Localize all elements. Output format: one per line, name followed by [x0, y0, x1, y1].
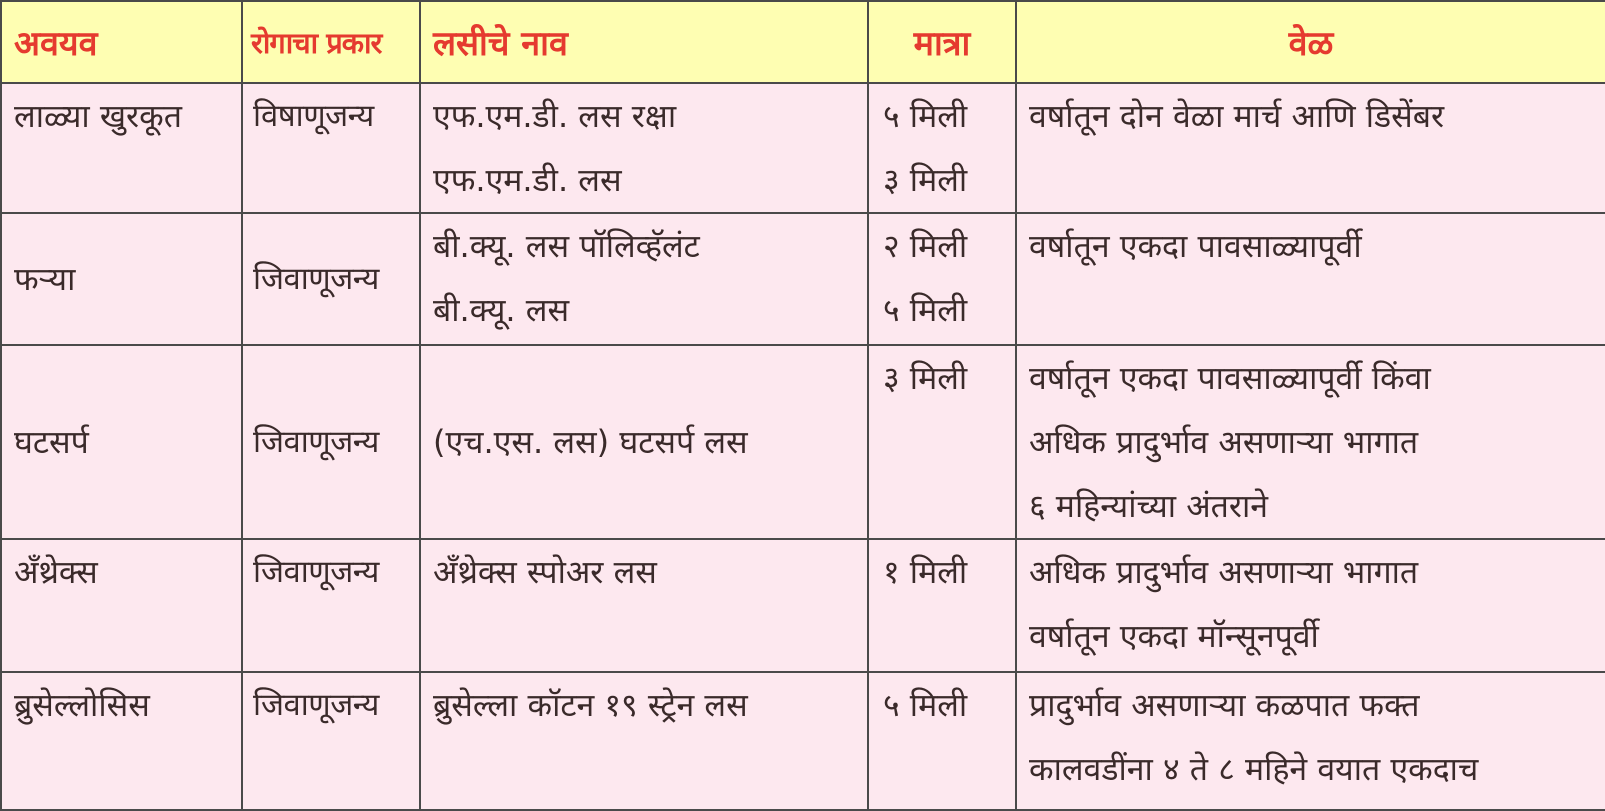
vaccine-cell: अँथ्रेक्स स्पोअर लस — [420, 539, 868, 672]
organ-cell: लाळ्या खुरकूत — [1, 83, 242, 213]
time-cell: वर्षातून दोन वेळा मार्च आणि डिसेंबर — [1016, 83, 1605, 213]
table-row — [1, 213, 1605, 345]
time-cell: वर्षातून एकदा पावसाळ्यापूर्वी किंवा अधिक प्रादुर्भाव असणाऱ्या भागात ६ महिन्यांच्या अंतराने — [1016, 345, 1605, 539]
header-row — [1, 1, 1605, 83]
table-row — [1, 672, 1605, 810]
table-row — [1, 83, 1605, 213]
dose-cell: २ मिली ५ मिली — [868, 213, 1016, 345]
organ-cell: फऱ्या — [1, 213, 242, 345]
vaccine-cell: (एच.एस. लस) घटसर्प लस — [420, 345, 868, 539]
organ-cell: अँथ्रेक्स — [1, 539, 242, 672]
dose-cell: १ मिली — [868, 539, 1016, 672]
vaccine-cell: ब्रुसेल्ला कॉटन १९ स्ट्रेन लस — [420, 672, 868, 810]
table-row — [1, 345, 1605, 539]
disease-type-cell: विषाणूजन्य — [242, 83, 420, 213]
organ-cell: घटसर्प — [1, 345, 242, 539]
vaccine-cell: बी.क्यू. लस पॉलिव्हॅलंट बी.क्यू. लस — [420, 213, 868, 345]
header-disease-type: रोगाचा प्रकार — [242, 1, 420, 83]
dose-cell: ५ मिली — [868, 672, 1016, 810]
header-vaccine-name: लसीचे नाव — [420, 1, 868, 83]
disease-type-cell: जिवाणूजन्य — [242, 213, 420, 345]
header-time: वेळ — [1016, 1, 1605, 83]
dose-cell: ३ मिली — [868, 345, 1016, 539]
disease-type-cell: जिवाणूजन्य — [242, 672, 420, 810]
dose-cell: ५ मिली ३ मिली — [868, 83, 1016, 213]
time-cell: वर्षातून एकदा पावसाळ्यापूर्वी — [1016, 213, 1605, 345]
organ-cell: ब्रुसेल्लोसिस — [1, 672, 242, 810]
table-row — [1, 539, 1605, 672]
time-cell: अधिक प्रादुर्भाव असणाऱ्या भागात वर्षातून एकदा मॉन्सूनपूर्वी — [1016, 539, 1605, 672]
header-dose: मात्रा — [868, 1, 1016, 83]
disease-type-cell: जिवाणूजन्य — [242, 345, 420, 539]
header-organ: अवयव — [1, 1, 242, 83]
vaccine-cell: एफ.एम.डी. लस रक्षा एफ.एम.डी. लस — [420, 83, 868, 213]
time-cell: प्रादुर्भाव असणाऱ्या कळपात फक्त कालवडींना ४ ते ८ महिने वयात एकदाच — [1016, 672, 1605, 810]
disease-type-cell: जिवाणूजन्य — [242, 539, 420, 672]
